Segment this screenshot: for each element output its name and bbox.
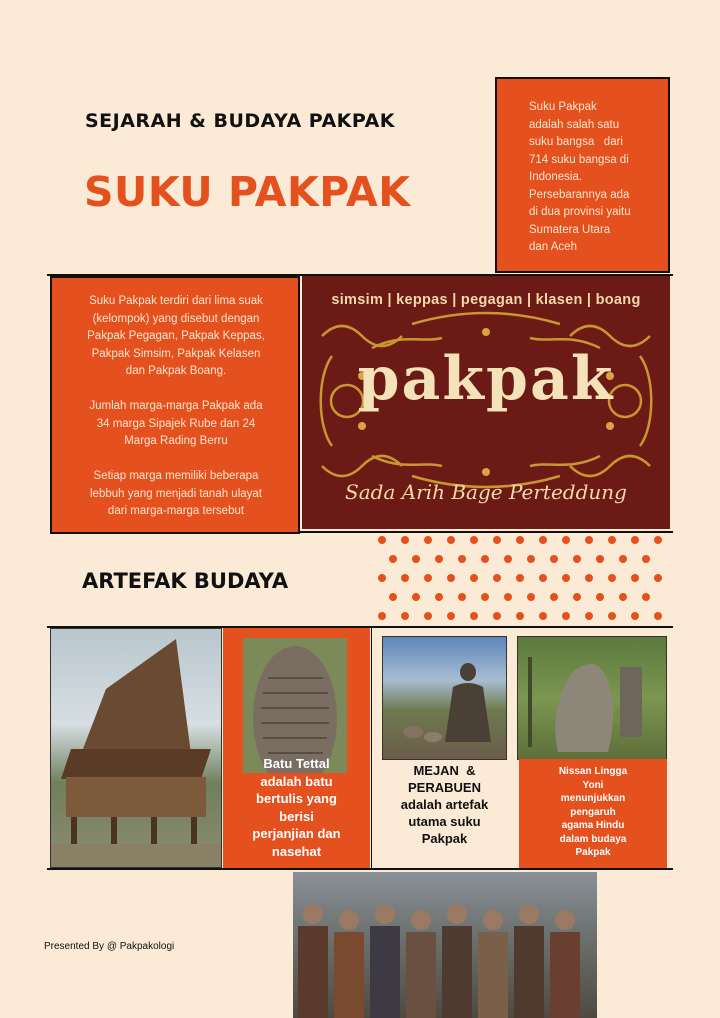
caption-line: Pakpak [421,831,468,846]
batu-tettal-box [223,628,370,868]
dot [562,536,570,544]
dot [527,555,535,563]
dot [401,536,409,544]
caption-line: adalah batu [260,773,333,789]
dot [527,593,535,601]
dot [504,555,512,563]
desc-line: Suku Pakpak terdiri dari lima suak [89,295,263,307]
dot [539,574,547,582]
intro-line: adalah salah satu [529,118,620,131]
stone-photo [243,638,347,773]
dot [608,536,616,544]
caption-line: berisi [279,808,314,824]
caption-line: adalah artefak [400,797,489,812]
lingga-photo-icon [518,637,667,760]
description-box [50,276,300,534]
intro-line: dan Aceh [529,241,577,253]
dot [550,555,558,563]
person-head [555,910,575,930]
dot [642,555,650,563]
dot [424,536,432,544]
stone-photo-icon [243,638,347,773]
intro-line: Indonesia. [529,171,583,183]
caption-line: Nissan Lingga [558,766,628,777]
logo-tagline: Sada Arih Bage Perteddung [345,480,627,504]
dot [447,574,455,582]
house-photo [50,628,222,868]
caption-line: nasehat [271,843,322,859]
intro-line: Suku Pakpak [529,101,597,113]
dot [539,536,547,544]
pakpak-logo [302,276,670,529]
nissan-caption [519,765,667,860]
section-title-artefak: ARTEFAK BUDAYA [82,569,289,593]
caption-line: menunjukkan [560,793,626,804]
dot [516,574,524,582]
dot [493,612,501,620]
person-head [519,904,539,924]
person-head [375,904,395,924]
intro-text [529,99,654,257]
dot [631,574,639,582]
people-photo-icon [293,872,597,1018]
dot [424,612,432,620]
lingga-photo [517,636,667,760]
dot [470,574,478,582]
batu-tettal-caption [223,755,370,860]
dot [378,574,386,582]
dot [585,536,593,544]
mejan-caption [382,762,507,847]
dot [654,574,662,582]
intro-line: 714 suku bangsa di [529,153,629,166]
dot [389,593,397,601]
dot [573,593,581,601]
dot [562,574,570,582]
intro-line: suku bangsa dari [529,136,623,148]
statue-photo [382,636,507,760]
person-body [370,926,400,1018]
dot [585,612,593,620]
description-text [70,293,282,538]
intro-box [495,77,670,273]
caption-line: utama suku [408,814,481,829]
desc-line: Setiap marga memiliki beberapa [93,470,259,482]
intro-line: Sumatera Utara [529,223,611,236]
dot [585,574,593,582]
statue-photo-icon [383,637,507,760]
person-body [514,926,544,1018]
logo-wordmark: pakpak [357,344,615,414]
dot [481,593,489,601]
dot [562,612,570,620]
person-body [478,932,508,1018]
intro-line: di dua provinsi yaitu [529,206,631,218]
dot [412,555,420,563]
desc-line: lebbuh yang menjadi tanah ulayat [90,487,262,500]
caption-line: Batu Tettal [263,756,330,771]
person-body [298,926,328,1018]
dot [378,536,386,544]
caption-line: pengaruh [570,806,616,818]
page-subtitle: SEJARAH & BUDAYA PAKPAK [85,110,396,132]
dot [401,612,409,620]
dot [619,555,627,563]
desc-line: Marga Rading Berru [124,435,228,447]
page-title: SUKU PAKPAK [84,168,411,216]
desc-line: Pakpak Simsim, Pakpak Kelasen [91,347,261,360]
person-head [303,904,323,924]
dot [539,612,547,620]
person-head [483,910,503,930]
dot [631,612,639,620]
caption-line: MEJAN & [413,763,476,778]
dot [435,593,443,601]
dot [573,555,581,563]
dot [458,555,466,563]
person-body [550,932,580,1018]
caption-line: bertulis yang [256,791,337,806]
caption-line: agama Hindu [561,820,625,831]
dot [596,555,604,563]
dot [493,536,501,544]
desc-line: dari marga-marga tersebut [107,505,245,517]
dot [424,574,432,582]
house-photo-icon [51,629,222,868]
dot [516,536,524,544]
dot [447,536,455,544]
dot [470,536,478,544]
desc-line: Jumlah marga-marga Pakpak ada [89,400,263,412]
divider [47,868,673,870]
dot [619,593,627,601]
caption-line: Pakpak [575,847,611,858]
dot [435,555,443,563]
logo-subgroups: simsim | keppas | pegagan | klasen | boang [331,292,641,308]
person-head [339,910,359,930]
desc-line: Pakpak Pegagan, Pakpak Keppas, [87,330,265,342]
dot [401,574,409,582]
person-head [447,904,467,924]
dot [550,593,558,601]
dot [608,574,616,582]
desc-line: (kelompok) yang disebut dengan [92,312,260,325]
dot [631,536,639,544]
dot [481,555,489,563]
nissan-box [519,759,667,868]
dot [642,593,650,601]
person-body [442,926,472,1018]
people-photo [293,872,597,1018]
dot [654,536,662,544]
dot [447,612,455,620]
dot [389,555,397,563]
divider [371,628,372,868]
dot [378,612,386,620]
person-body [334,932,364,1018]
caption-line: PERABUEN [408,780,481,795]
dot [596,593,604,601]
caption-line: perjanjian dan [252,826,341,841]
dot [470,612,478,620]
dot [458,593,466,601]
desc-line: dan Pakpak Boang. [125,365,227,377]
dot [608,612,616,620]
footer-credit: Presented By @ Pakpakologi [44,941,175,952]
caption-line: dalam budaya [559,833,627,845]
caption-line: Yoni [582,779,604,791]
person-body [406,932,436,1018]
dot [412,593,420,601]
dot [493,574,501,582]
dot [516,612,524,620]
desc-line: 34 marga Sipajek Rube dan 24 [96,417,256,430]
intro-line: Persebarannya ada [529,188,630,201]
dot-pattern [370,530,670,625]
dot [504,593,512,601]
dot [654,612,662,620]
person-head [411,910,431,930]
